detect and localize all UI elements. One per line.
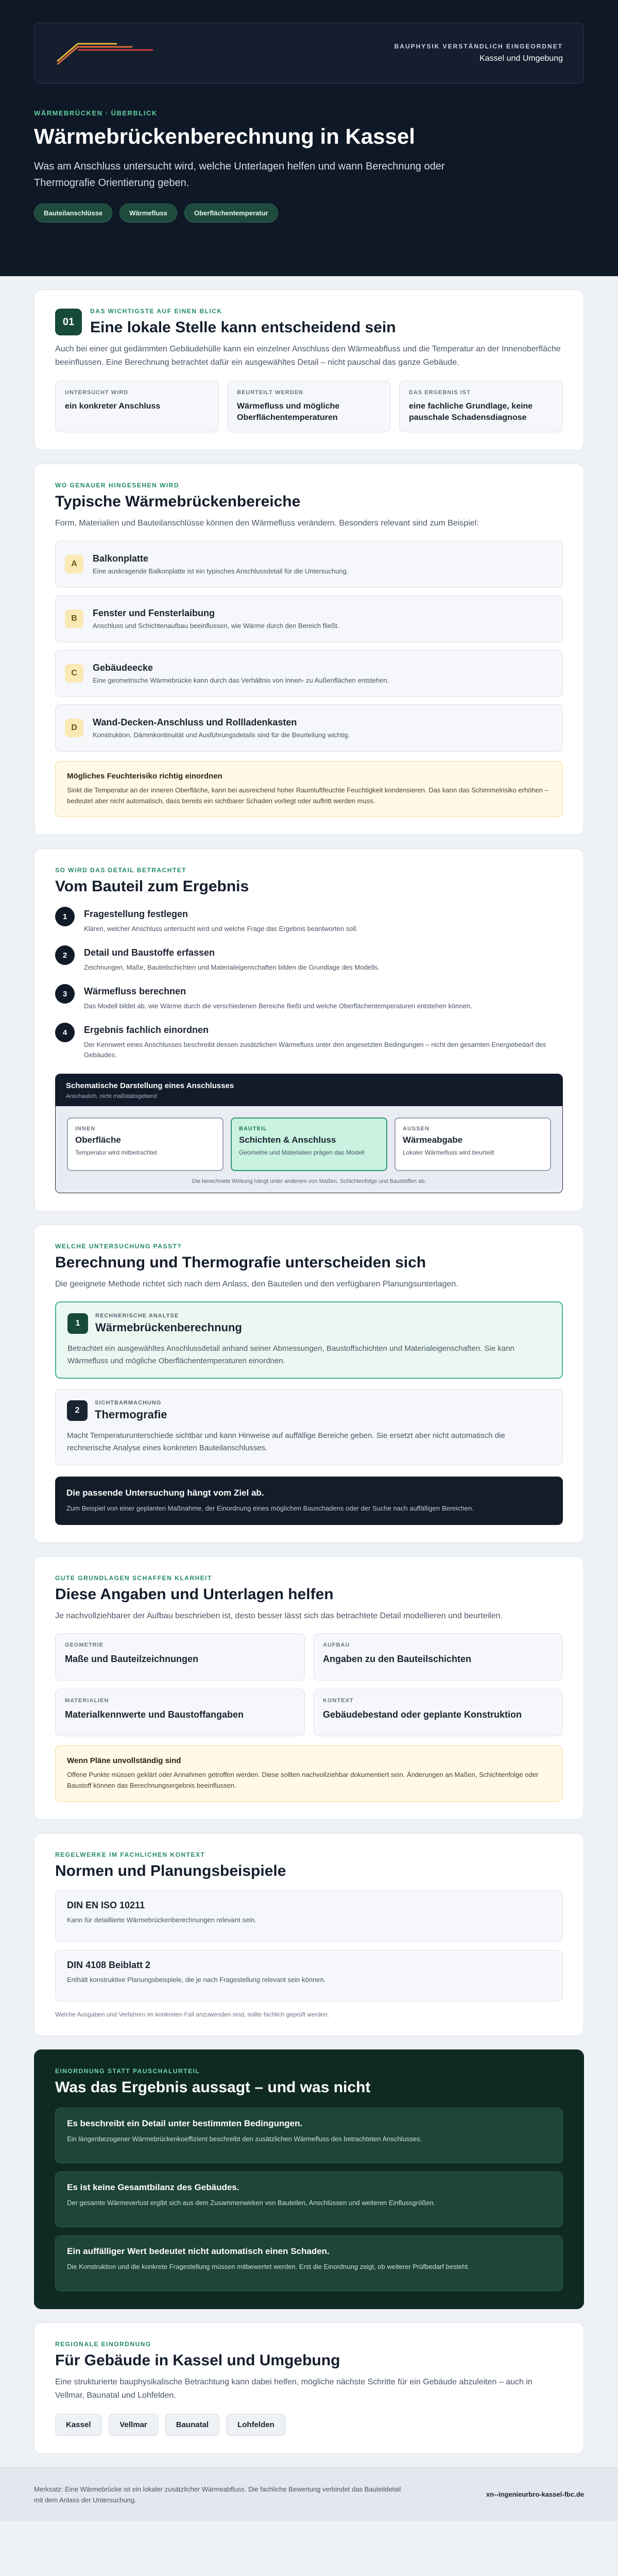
result-text: Der gesamte Wärmeverlust ergibt sich aus dem Zusammenwirken von Bauteilen, Anschlüssen und weiteren Einflussgrößen. (67, 2199, 436, 2207)
area-title: Fenster und Fensterlaibung (93, 608, 215, 618)
header-tagline: BAUPHYSIK VERSTÄNDLICH EINGEORDNET (394, 43, 563, 50)
result-item (55, 2108, 563, 2163)
methods-lead: Die geeignete Methode richtet sich nach dem Anlass, den Bauteilen und den verfügbaren Planungsunterlagen. (55, 1280, 458, 1289)
method-calculation (55, 1301, 563, 1379)
method-tag: SICHTBARMACHUNG (95, 1400, 162, 1406)
step-title: Wärmefluss berechnen (84, 986, 186, 996)
area-desc: Konstruktion, Dämmkontinuität und Ausführungsdetails sind für die Beurteilung wichtig. (93, 731, 350, 739)
fact-grid (55, 381, 563, 432)
layer-tag: BAUTEIL (239, 1126, 267, 1132)
document-value: Angaben zu den Bauteilschichten (323, 1654, 472, 1664)
results-title: Was das Ergebnis aussagt – und was nicht (55, 2079, 371, 2096)
fact-card (399, 381, 563, 432)
document-card (313, 1633, 563, 1681)
layer-outside (394, 1117, 551, 1171)
regional-lead: Eine strukturierte bauphysikalische Betrachtung kann dabei helfen, mögliche nächste Schritte für ein Gebäude abzuleiten – auch in Vellmar, Baunatal und Lohfelden. (55, 2378, 533, 2400)
norm-item (55, 1950, 563, 2002)
method-header (67, 1313, 551, 1334)
top-bar (34, 23, 584, 83)
page-footer (0, 2467, 618, 2521)
intro-section (34, 290, 584, 450)
goal-note (55, 1477, 563, 1525)
header-info (394, 43, 563, 63)
result-text: Die Konstruktion und die konkrete Fragestellung müssen mitbewertet werden. Erst die Einordnung zeigt, ob weiterer Prüfbedarf besteht. (67, 2263, 470, 2270)
fact-value: eine fachliche Grundlage, keine pauschale Schadensdiagnose (409, 402, 533, 422)
documents-title: Diese Angaben und Unterlagen helfen (55, 1586, 334, 1603)
step-desc: Zeichnungen, Maße, Bauteilschichten und Materialeigenschaften bilden die Grundlage des Modells. (84, 963, 380, 971)
method-header (67, 1400, 551, 1421)
document-value: Maße und Bauteilzeichnungen (65, 1654, 199, 1664)
note-title: Wenn Pläne unvollständig sind (67, 1756, 181, 1765)
layer-inside (67, 1117, 224, 1171)
layer-title: Oberfläche (75, 1135, 121, 1145)
result-item (55, 2172, 563, 2227)
areas-eyebrow: WO GENAUER HINGESEHEN WIRD (55, 482, 180, 489)
process-section (34, 849, 584, 1211)
scheme-subtitle: Anschaulich, nicht maßstabsgebend (66, 1093, 157, 1099)
roof-logo-icon[interactable] (55, 39, 158, 67)
place-list (55, 2414, 563, 2436)
document-card (55, 1633, 305, 1681)
hero-eyebrow: WÄRMEBRÜCKEN · ÜBERBLICK (34, 109, 158, 117)
method-text: Betrachtet ein ausgewähltes Anschlussdetail anhand seiner Abmessungen, Baustoffschichten und Materialeigenschaften. Sie kann Wärmefluss und mögliche Oberflächentemperaturen einordnen. (67, 1344, 514, 1365)
areas-title: Typische Wärmebrückenbereiche (55, 493, 301, 510)
footer-domain-link[interactable]: xn--ingenieurbro-kassel-fbc.de (486, 2490, 584, 2498)
area-list (55, 540, 563, 752)
area-title: Wand-Decken-Anschluss und Rollladenkasten (93, 717, 297, 727)
connection-scheme (55, 1074, 563, 1193)
place-tag-vellmar[interactable]: Vellmar (109, 2414, 158, 2436)
regional-title: Für Gebäude in Kassel und Umgebung (55, 2352, 340, 2369)
scheme-title: Schematische Darstellung eines Anschlusses (66, 1081, 234, 1090)
layer-title: Schichten & Anschluss (239, 1135, 336, 1145)
layer-desc: Temperatur wird mitbetrachtet (75, 1149, 157, 1156)
fact-card (227, 381, 391, 432)
moisture-note (55, 761, 563, 817)
areas-lead: Form, Materialien und Bauteilanschlüsse können den Wärmefluss verändern. Besonders relevant sind zum Beispiel: (55, 519, 479, 528)
result-title: Es beschreibt ein Detail unter bestimmten Bedingungen. (67, 2119, 303, 2128)
step-number: 1 (55, 907, 75, 926)
fact-label: BEURTEILT WERDEN (237, 389, 303, 396)
method-title: Wärmebrückenberechnung (95, 1321, 242, 1334)
step-title: Detail und Baustoffe erfassen (84, 947, 215, 958)
norm-item (55, 1890, 563, 1942)
area-desc: Anschluss und Schichtenaufbau beeinflussen, wie Wärme durch den Bereich fließt. (93, 622, 339, 630)
fact-label: DAS ERGEBNIS IST (409, 389, 471, 396)
norms-eyebrow: REGELWERKE IM FACHLICHEN KONTEXT (55, 1851, 205, 1858)
note-text: Offene Punkte müssen geklärt oder Annahmen getroffen werden. Diese sollten nachvollziehbar dokumentiert sein. Änderungen an Maßen, Schichtenfolge oder Baustoff können das Berechnungsergebnis beeinflussen. (67, 1771, 539, 1789)
goal-text: Zum Beispiel von einer geplanten Maßnahme, der Einordnung eines möglichen Bauschadens oder der Suche nach auffälligen Bereichen. (66, 1504, 474, 1512)
document-grid (55, 1633, 563, 1736)
intro-eyebrow: DAS WICHTIGSTE AUF EINEN BLICK (90, 308, 222, 315)
chip-oberflaechentemperatur[interactable]: Oberflächentemperatur (184, 204, 278, 223)
step-item (55, 945, 563, 973)
norms-section (34, 1833, 584, 2036)
step-title: Ergebnis fachlich einordnen (84, 1025, 209, 1035)
norm-desc: Enthält konstruktive Planungsbeispiele, die je nach Fragestellung relevant sein können. (67, 1976, 326, 1984)
step-desc: Das Modell bildet ab, wie Wärme durch die verschiedenen Bereiche fließt und welche Oberflächentemperaturen entstehen können. (84, 1002, 472, 1010)
hero-section (0, 0, 618, 276)
area-desc: Eine geometrische Wärmebrücke kann durch das Verhältnis von Innen- zu Außenflächen entstehen. (93, 676, 389, 684)
area-item-fenster (55, 595, 563, 642)
regional-eyebrow: REGIONALE EINORDNUNG (55, 2341, 151, 2348)
goal-title: Die passende Untersuchung hängt vom Ziel ab. (66, 1488, 264, 1498)
fact-value: ein konkreter Anschluss (65, 402, 161, 411)
result-list (55, 2108, 563, 2291)
methods-eyebrow: WELCHE UNTERSUCHUNG PASST? (55, 1243, 182, 1250)
result-title: Ein auffälliger Wert bedeutet nicht automatisch einen Schaden. (67, 2246, 330, 2256)
result-text: Ein längenbezogener Wärmebrückenkoeffizient beschreibt den zusätzlichen Wärmefluss des betrachteten Anschlusses. (67, 2135, 422, 2143)
place-tag-lohfelden[interactable]: Lohfelden (227, 2414, 285, 2436)
results-section (34, 2049, 584, 2309)
area-title: Balkonplatte (93, 553, 149, 564)
layer-desc: Lokaler Wärmefluss wird beurteilt (403, 1149, 494, 1156)
documents-eyebrow: GUTE GRUNDLAGEN SCHAFFEN KLARHEIT (55, 1574, 212, 1582)
regional-section (34, 2323, 584, 2454)
step-number: 2 (55, 945, 75, 965)
fact-card (55, 381, 219, 432)
area-letter-badge: D (65, 719, 83, 737)
step-desc: Klären, welcher Anschluss untersucht wird und welche Frage das Ergebnis beantworten soll. (84, 925, 358, 933)
layer-component (231, 1117, 387, 1171)
place-tag-kassel[interactable]: Kassel (55, 2414, 101, 2436)
intro-header (55, 308, 563, 336)
incomplete-plans-note (55, 1745, 563, 1802)
note-title: Mögliches Feuchterisiko richtig einordnen (67, 772, 222, 781)
fact-value: Wärmefluss und mögliche Oberflächentemperaturen (237, 402, 340, 422)
area-item-wand-decke (55, 704, 563, 752)
area-item-balkonplatte (55, 540, 563, 588)
step-item (55, 984, 563, 1011)
scheme-layers (67, 1117, 551, 1171)
step-title: Fragestellung festlegen (84, 909, 188, 919)
footer-text: Merksatz: Eine Wärmebrücke ist ein lokaler zusätzlicher Wärmeabfluss. Die fachliche Bewertung verbindet das Bauteildetail mit dem Anlass der Untersuchung. (34, 2485, 401, 2504)
document-value: Materialkennwerte und Baustoffangaben (65, 1709, 244, 1720)
intro-number-badge: 01 (55, 309, 82, 335)
layer-title: Wärmeabgabe (403, 1135, 463, 1145)
scheme-header (56, 1074, 562, 1106)
methods-section (34, 1225, 584, 1543)
hero-lead: Was am Anschluss untersucht wird, welche Unterlagen helfen und wann Berechnung oder Thermografie Orientierung geben. (34, 161, 445, 189)
step-number: 4 (55, 1023, 75, 1042)
header-region: Kassel und Umgebung (479, 54, 563, 63)
results-eyebrow: EINORDNUNG STATT PAUSCHALURTEIL (55, 2067, 200, 2075)
norms-title: Normen und Planungsbeispiele (55, 1862, 286, 1879)
area-item-gebaeudeecke (55, 650, 563, 697)
result-item (55, 2235, 563, 2291)
norm-list (55, 1890, 563, 2002)
result-title: Es ist keine Gesamtbilanz des Gebäudes. (67, 2182, 239, 2192)
step-desc: Der Kennwert eines Anschlusses beschreibt dessen zusätzlichen Wärmefluss unter den angesetzten Bedingungen – nicht den gesamten Energiebedarf des Gebäudes. (84, 1041, 546, 1059)
areas-section (34, 464, 584, 835)
chip-bauteilanschluesse[interactable]: Bauteilanschlüsse (34, 204, 112, 223)
step-item (55, 1023, 563, 1060)
documents-section (34, 1556, 584, 1820)
layer-desc: Geometrie und Materialien prägen das Modell (239, 1149, 365, 1156)
document-label: MATERIALIEN (65, 1698, 109, 1704)
norm-title: DIN EN ISO 10211 (67, 1900, 145, 1910)
document-value: Gebäudebestand oder geplante Konstruktion (323, 1709, 522, 1720)
document-label: GEOMETRIE (65, 1642, 104, 1648)
document-label: KONTEXT (323, 1698, 354, 1704)
page-title: Wärmebrückenberechnung in Kassel (34, 124, 415, 148)
method-title: Thermografie (95, 1408, 167, 1421)
layer-tag: INNEN (75, 1126, 96, 1132)
step-item (55, 907, 563, 934)
norm-desc: Kann für detaillierte Wärmebrückenberechnungen relevant sein. (67, 1916, 256, 1924)
hero-chips (34, 204, 584, 223)
area-letter-badge: A (65, 555, 83, 573)
area-letter-badge: B (65, 609, 83, 628)
place-tag-baunatal[interactable]: Baunatal (165, 2414, 219, 2436)
documents-lead: Je nachvollziehbarer der Aufbau beschrieben ist, desto besser lässt sich das betrachtete Detail modellieren und beurteilen. (55, 1612, 503, 1620)
document-card (313, 1689, 563, 1736)
norms-note: Welche Ausgaben und Verfahren im konkreten Fall anzuwenden sind, sollte fachlich geprüft werden. (55, 2011, 330, 2018)
intro-title: Eine lokale Stelle kann entscheidend sein (90, 319, 396, 336)
document-card (55, 1689, 305, 1736)
method-text: Macht Temperaturunterschiede sichtbar und kann Hinweise auf auffällige Bereiche geben. Sie ersetzt aber nicht automatisch die rechnerische Analyse eines konkreten Bauteilanschlusses. (67, 1431, 505, 1452)
scheme-caption: Die berechnete Wirkung hängt unter anderem von Maßen, Schichtenfolge und Baustoffen ab. (192, 1178, 426, 1184)
step-list (55, 907, 563, 1060)
document-label: AUFBAU (323, 1642, 350, 1648)
area-letter-badge: C (65, 664, 83, 683)
method-number: 1 (67, 1313, 88, 1334)
norm-title: DIN 4108 Beiblatt 2 (67, 1960, 151, 1970)
note-text: Sinkt die Temperatur an der inneren Oberfläche, kann bei ausreichend hoher Raumluftfeuchte Feuchtigkeit kondensieren. Das kann das Schimmelrisiko erhöhen – bedeutet aber nicht automatisch, dass bereits ein sichtbarer Schaden vorliegt oder auftritt werden muss. (67, 786, 548, 805)
area-desc: Eine auskragende Balkonplatte ist ein typisches Anschlussdetail für die Untersuchung. (93, 567, 349, 575)
method-tag: RECHNERISCHE ANALYSE (95, 1313, 179, 1319)
methods-title: Berechnung und Thermografie unterscheiden sich (55, 1254, 426, 1271)
method-thermography (55, 1389, 563, 1465)
scheme-body (56, 1106, 562, 1193)
fact-label: UNTERSUCHT WIRD (65, 389, 129, 396)
intro-lead: Auch bei einer gut gedämmten Gebäudehülle kann ein einzelner Anschluss den Wärmeabfluss und die Temperatur an der Innenoberfläche beeinflussen. Eine Berechnung betrachtet dafür ein ausgewähltes Detail – nicht pauschal das ganze Gebäude. (55, 345, 561, 367)
area-title: Gebäudeecke (93, 663, 153, 673)
process-title: Vom Bauteil zum Ergebnis (55, 878, 249, 895)
chip-waermefluss[interactable]: Wärmefluss (119, 204, 177, 223)
layer-tag: AUSSEN (403, 1126, 430, 1132)
step-number: 3 (55, 984, 75, 1004)
process-eyebrow: SO WIRD DAS DETAIL BETRACHTET (55, 867, 187, 874)
method-number: 2 (67, 1400, 88, 1421)
